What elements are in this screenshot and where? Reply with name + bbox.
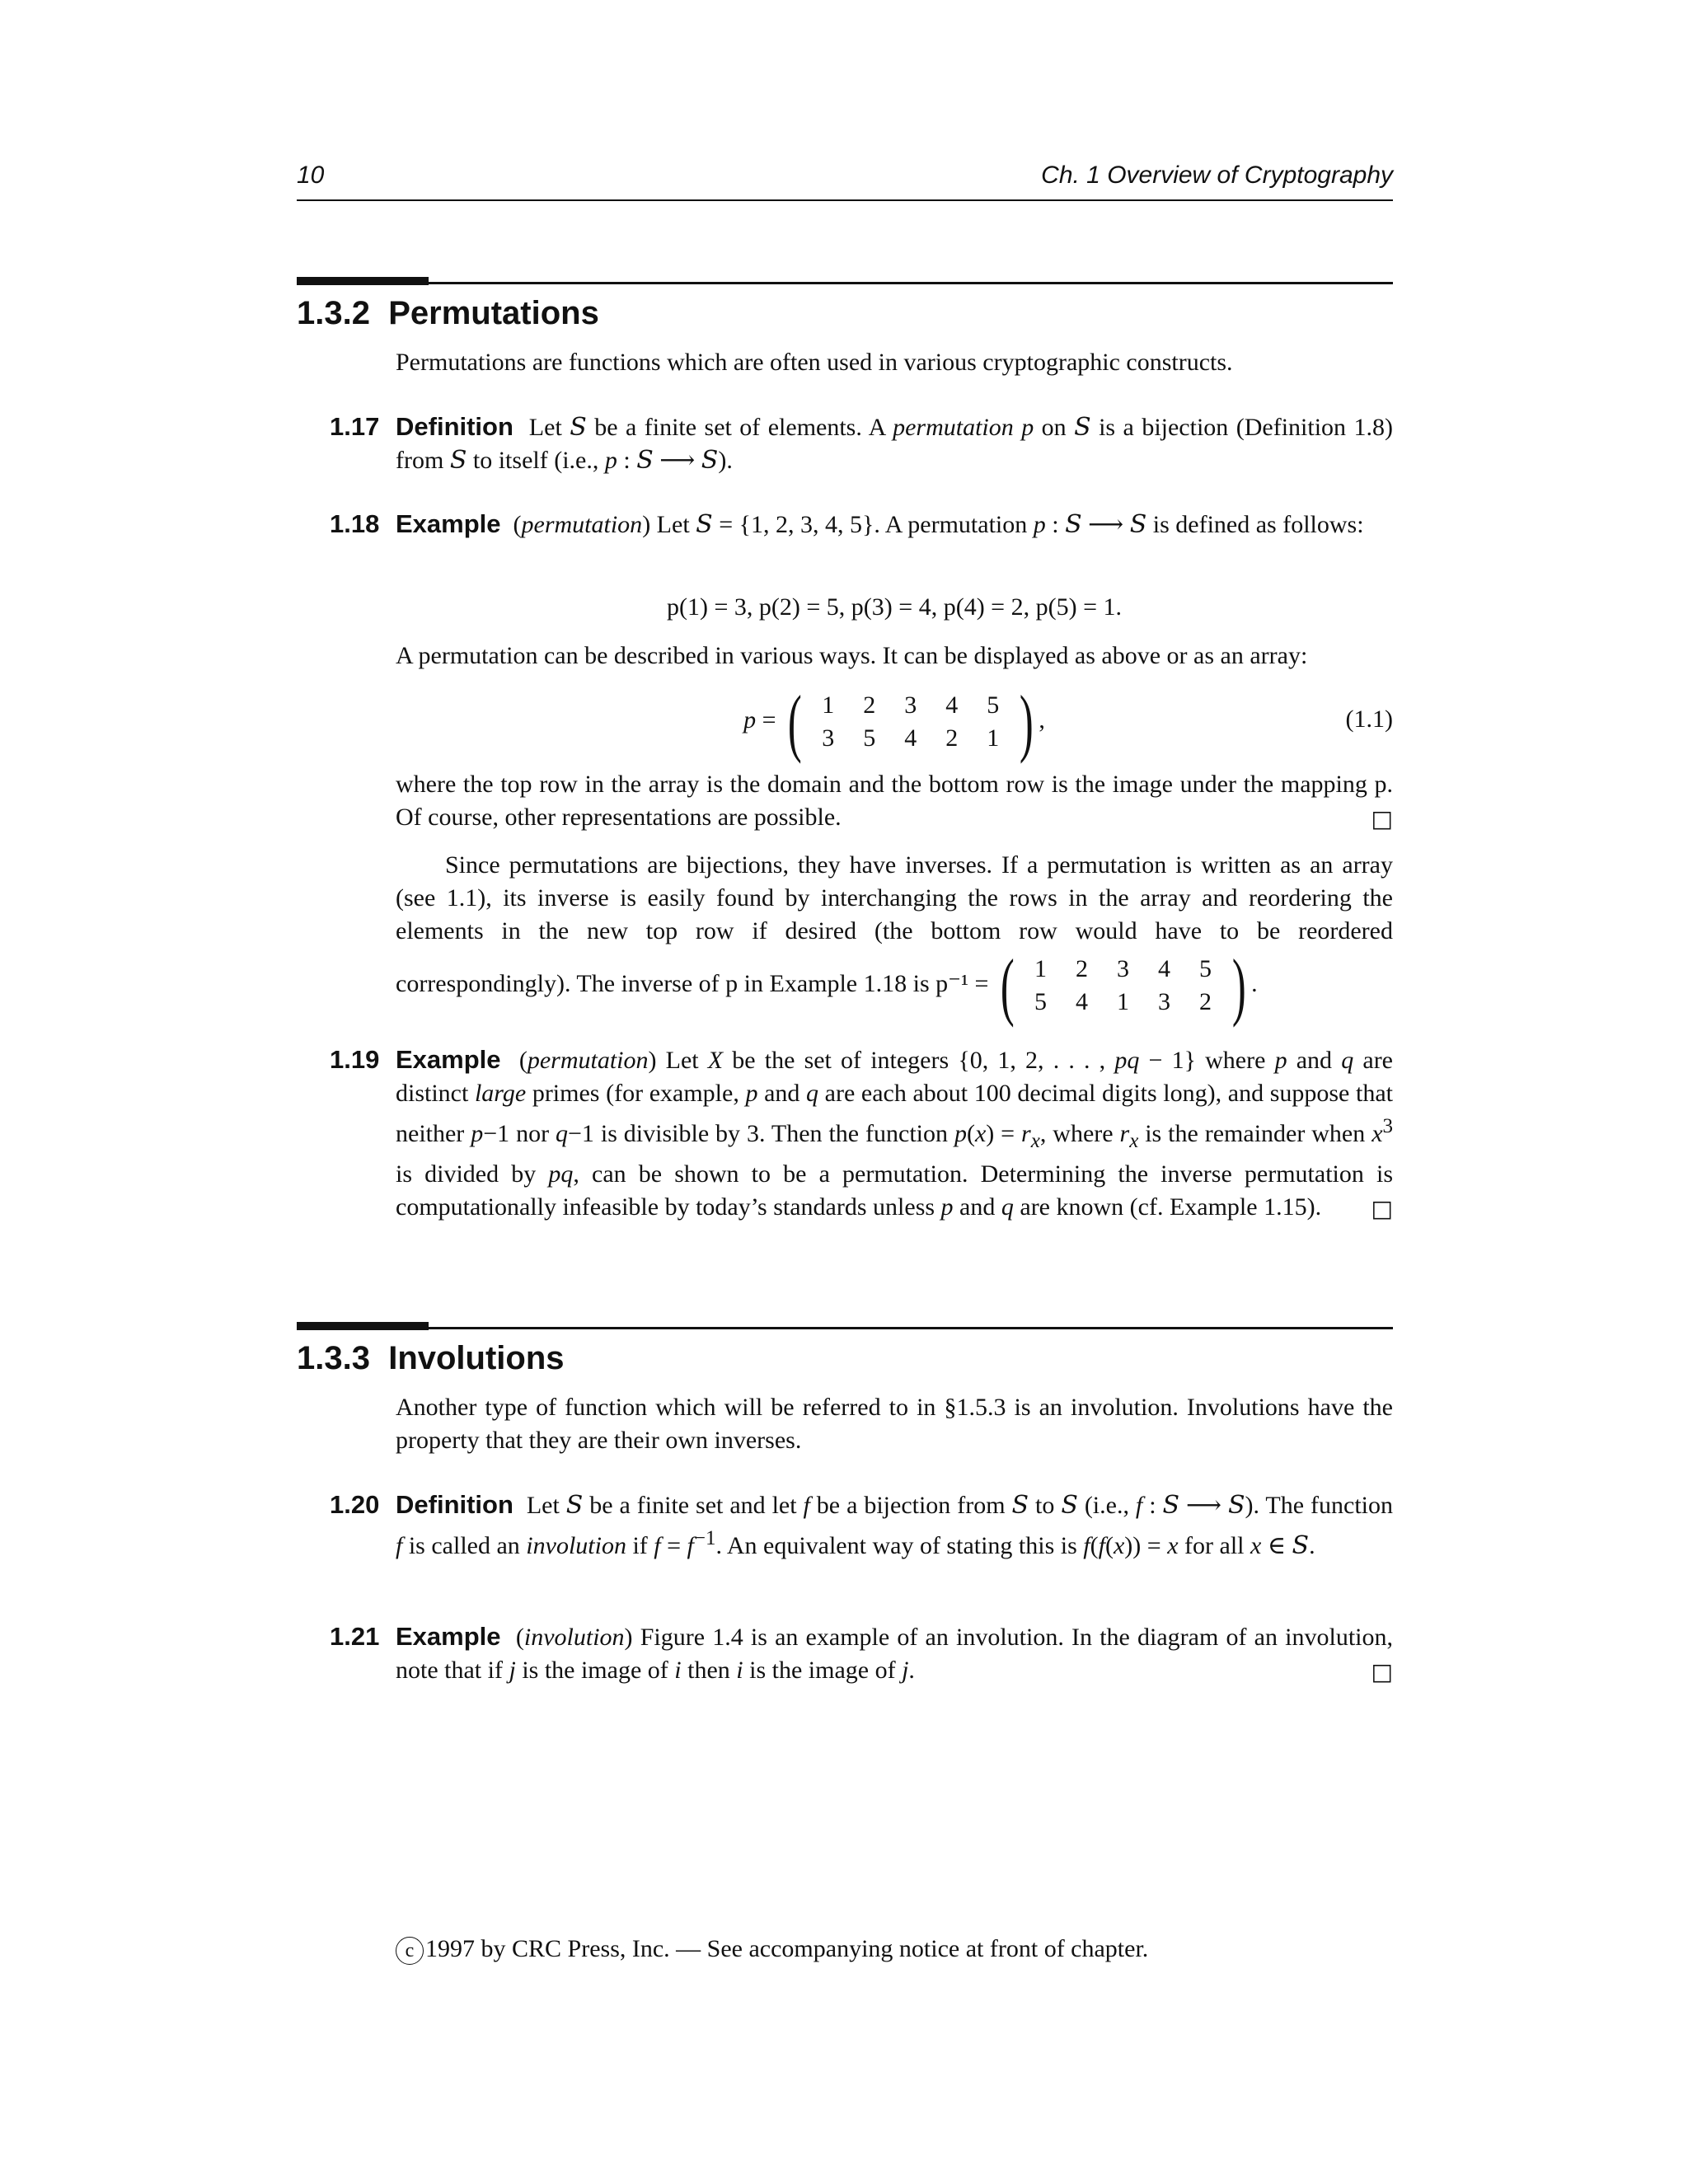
example-1-18: 1.18 Example (permutation) Let S = {1, 2, 3, 4, 5}. A permutation p : S ⟶ S is defined as follows: — [330, 509, 1364, 539]
matrix-cell: 5 — [1199, 955, 1212, 982]
matrix-cell: 4 — [945, 691, 959, 719]
matrix-cell: 5 — [987, 691, 1000, 719]
definition-1-17: 1.17 Definition Let S be a finite set of elements. A permutation p on S is a bijection (Definition 1.8) from S to itself (i.e., p : S ⟶ S). — [330, 412, 1393, 475]
matrix-cell: 1 — [987, 724, 1000, 752]
section-heading-permutations: 1.3.2 Permutations — [297, 295, 599, 331]
involutions-intro: Another type of function which will be referred to in §1.5.3 is an involution. Involutions have the property that they are their own inverses. — [396, 1394, 1393, 1454]
matrix-cell: 1 — [1034, 955, 1048, 982]
equation-1-1: p = ( 1 2 3 4 5 3 5 4 2 1 ) , (1.1) — [743, 680, 1393, 764]
matrix-cell: 2 — [1076, 955, 1089, 982]
matrix-cell: 2 — [863, 691, 876, 719]
matrix-cell: 5 — [1034, 988, 1048, 1015]
matrix-cell: 5 — [863, 724, 876, 752]
qed-symbol: □ — [1371, 1658, 1393, 1685]
footer — [396, 1935, 1393, 1965]
matrix-cell: 2 — [1199, 988, 1212, 1015]
qed-symbol: □ — [1371, 1195, 1393, 1222]
running-header — [297, 157, 1393, 201]
matrix-cell: 3 — [822, 724, 835, 752]
matrix-cell: 1 — [822, 691, 835, 719]
running-title: Ch. 1 Overview of Cryptography — [1041, 162, 1393, 189]
matrix-cell: 4 — [1158, 955, 1171, 982]
example-1-21: 1.21 Example (involution) Figure 1.4 is an example of an involution. In the diagram of an involution, note that if j is the image of i then i is the image of j. □ — [297, 1620, 1393, 1689]
matrix-cell: 4 — [1076, 988, 1089, 1015]
matrix-cell: 3 — [904, 691, 917, 719]
section-heading-involutions: 1.3.3 Involutions — [297, 1340, 565, 1376]
matrix-p: ( 1 2 3 4 5 3 5 4 2 1 ) — [787, 680, 1034, 764]
matrix-p-inverse: ( 1 2 3 4 5 5 4 1 3 2 ) — [1000, 944, 1246, 1028]
copyright-symbol: c — [396, 1937, 424, 1965]
matrix-cell: 1 — [1117, 988, 1130, 1015]
array-outro: where the top row in the array is the domain and the bottom row is the image under the mapping p. Of course, other representations are possible. □ — [396, 768, 1393, 836]
section-rule — [297, 282, 1393, 284]
inverse-paragraph: Since permutations are bijections, they have inverses. If a permutation is written as an array (see 1.1), its inverse is easily found by interchanging the rows in the array and reordering the elements in the new top row if desired (the bottom row would have to be reordered correspondingly). The inverse of p in Example 1.18 is p⁻¹ = ( 1 2 3 4 5 5 4 1 3 2 ) . — [396, 851, 1393, 1028]
permutation-values: p(1) = 3, p(2) = 5, p(3) = 4, p(4) = 2, p(5) = 1. — [667, 593, 1122, 621]
array-intro: A permutation can be described in various ways. It can be displayed as above or as an array: — [396, 642, 1308, 669]
qed-symbol: □ — [1371, 805, 1393, 832]
example-1-19: 1.19 Example (permutation) Let X be the set of integers {0, 1, 2, . . . , pq − 1} where p and q are distinct large primes (for example, p and q are each about 100 decimal digits long), and suppose that neither p−1 nor q−1 is divisible by 3. Then the function $p(x) = r_x$, where $r_x$ is the remainder when $x^3$ is divided by pq, can be shown to be a permutation. Determining the inverse permutation is computationally infeasible by today’s standards unless p and q are known (cf. Example 1.15). □ — [297, 1043, 1393, 1226]
permutations-intro: Permutations are functions which are often used in various cryptographic constructs. — [396, 349, 1233, 376]
footer-text: 1997 by CRC Press, Inc. — See accompanying notice at front of chapter. — [425, 1935, 1149, 1962]
matrix-cell: 2 — [945, 724, 959, 752]
page-number: 10 — [297, 162, 325, 189]
definition-1-20: 1.20 Definition Let S be a finite set and let f be a bijection from S to S (i.e., f : S ⟶ S). The function f is called an involution if $f = f^{-1}$. An equivalent way of stating this is f(f(x)) = x for all x ∈ S. — [330, 1490, 1393, 1560]
section-rule — [297, 1327, 1393, 1329]
matrix-cell: 3 — [1117, 955, 1130, 982]
equation-number: (1.1) — [1345, 705, 1393, 733]
matrix-cell: 3 — [1158, 988, 1171, 1015]
matrix-cell: 4 — [904, 724, 917, 752]
